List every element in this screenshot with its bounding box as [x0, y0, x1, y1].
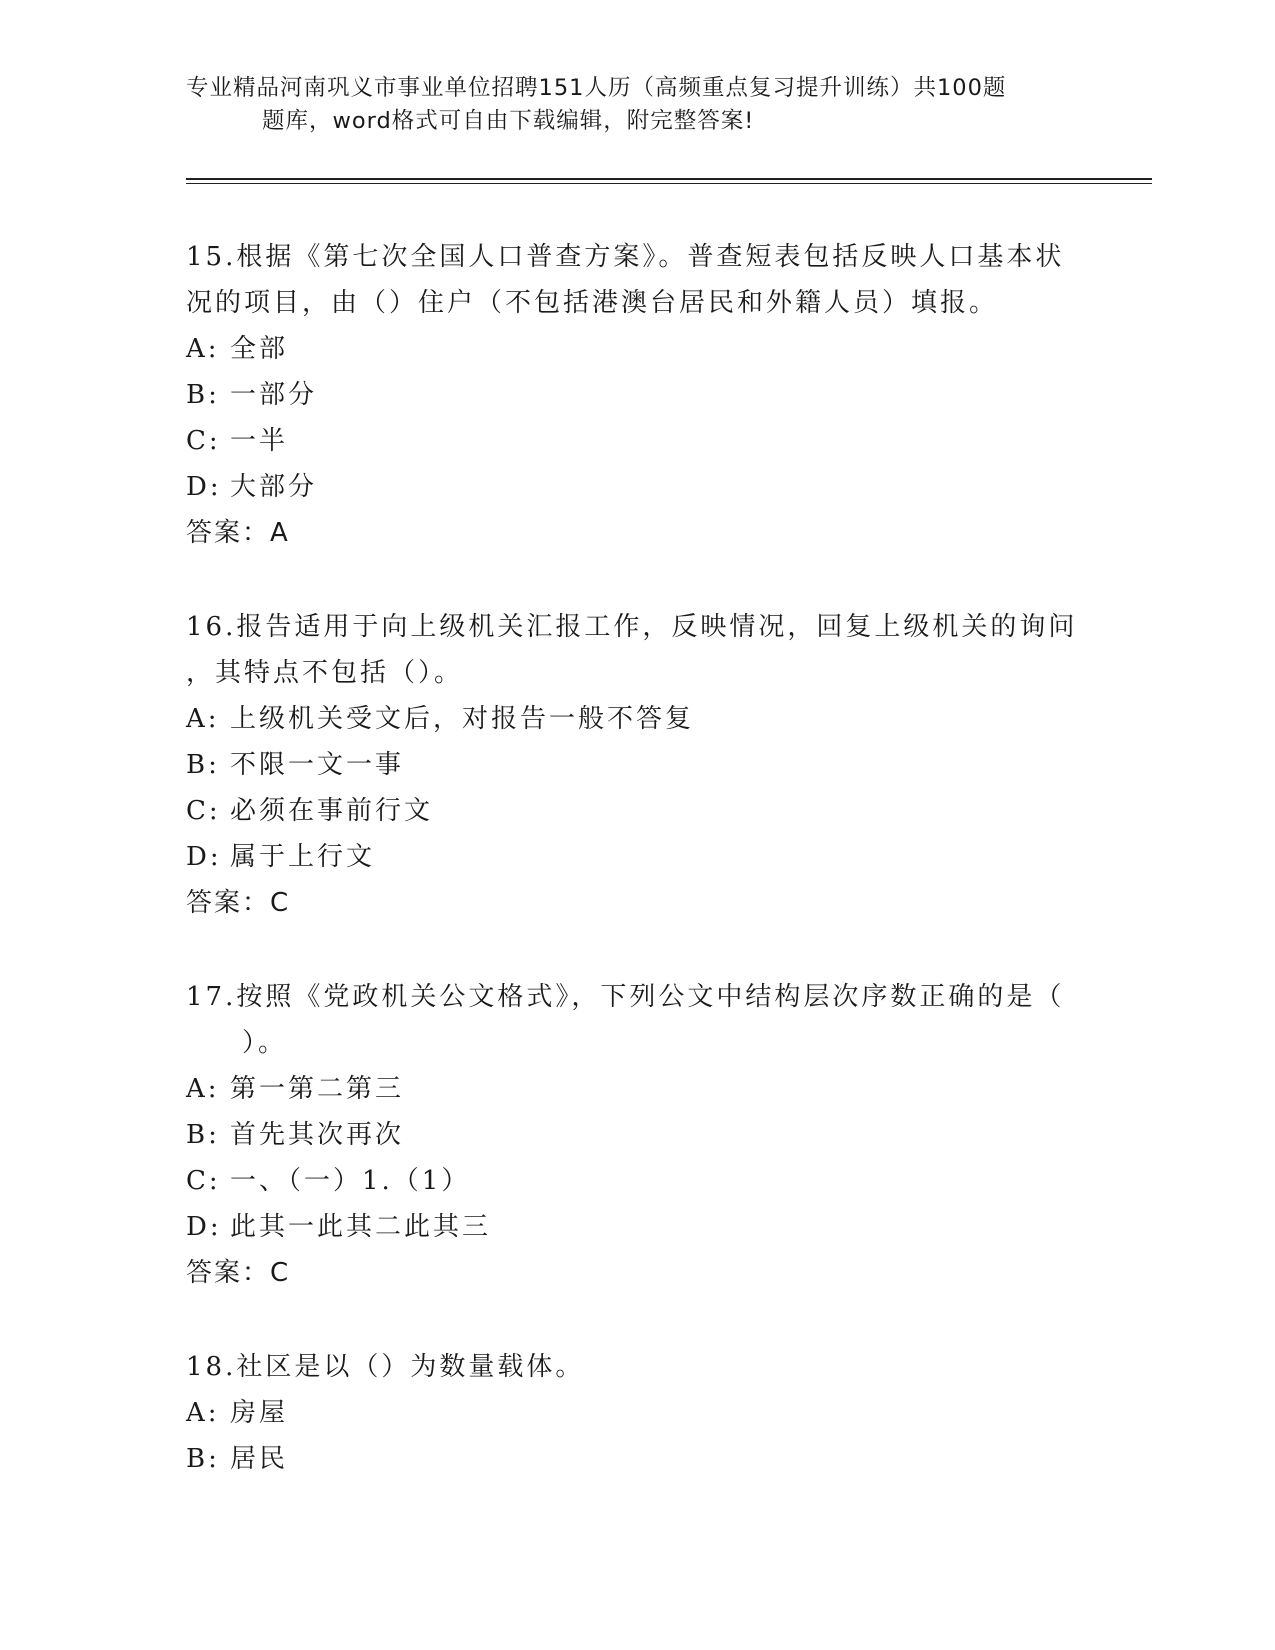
- question-text: ）。: [242, 1028, 288, 1058]
- option-d: [186, 1204, 1086, 1250]
- option-key: A:: [186, 704, 220, 734]
- option-key: A:: [186, 1074, 220, 1104]
- option-text: 全部: [230, 334, 289, 364]
- option-b: [186, 742, 1086, 788]
- option-d: [186, 464, 1086, 510]
- option-key: B:: [186, 750, 220, 780]
- option-c: [186, 788, 1086, 834]
- option-text: 属于上行文: [230, 842, 376, 872]
- option-b: [186, 1436, 1086, 1482]
- option-b: [186, 1112, 1086, 1158]
- option-key: B:: [186, 380, 220, 410]
- option-key: A:: [186, 1398, 220, 1428]
- option-text: 此其一此其二此其三: [230, 1212, 492, 1242]
- option-text: 不限一文一事: [230, 750, 405, 780]
- option-text: 上级机关受文后，对报告一般不答复: [230, 704, 695, 734]
- question-text: 况的项目，由（）住户（不包括港澳台居民和外籍人员）填报。: [186, 288, 999, 318]
- document-header: [186, 72, 1066, 138]
- header-divider-thin: [186, 183, 1152, 184]
- option-text: 第一第二第三: [230, 1074, 405, 1104]
- option-key: D:: [186, 472, 222, 502]
- option-a: [186, 326, 1086, 372]
- question-15: [186, 234, 1086, 556]
- option-key: D:: [186, 842, 222, 872]
- option-text: 一半: [230, 426, 289, 456]
- option-b: [186, 372, 1086, 418]
- question-18: [186, 1344, 1086, 1482]
- option-text: 一部分: [230, 380, 318, 410]
- question-text: 17.按照《党政机关公文格式》，下列公文中结构层次序数正确的是（: [186, 982, 1065, 1012]
- option-key: C:: [186, 796, 221, 826]
- option-key: A:: [186, 334, 220, 364]
- option-a: [186, 1390, 1086, 1436]
- option-key: D:: [186, 1212, 222, 1242]
- header-divider-thick: [186, 178, 1152, 180]
- question-17: [186, 974, 1086, 1296]
- option-text: 一、（一）1.（1）: [230, 1166, 471, 1196]
- option-key: B:: [186, 1444, 220, 1474]
- option-key: C:: [186, 426, 221, 456]
- option-c: [186, 1158, 1086, 1204]
- question-text: 15.根据《第七次全国人口普查方案》。普查短表包括反映人口基本状: [186, 242, 1065, 272]
- answer-line: 答案：C: [186, 1258, 291, 1288]
- header-title-line-1: 专业精品河南巩义市事业单位招聘151人历（高频重点复习提升训练）共100题: [186, 75, 1007, 101]
- option-a: [186, 696, 1086, 742]
- answer-line: 答案：A: [186, 518, 290, 548]
- question-16: [186, 604, 1086, 926]
- option-c: [186, 418, 1086, 464]
- question-text: 18.社区是以（）为数量载体。: [186, 1352, 585, 1382]
- answer-line: 答案：C: [186, 888, 291, 918]
- option-a: [186, 1066, 1086, 1112]
- header-title-line-2: 题库，word格式可自由下载编辑，附完整答案!: [262, 108, 755, 134]
- option-d: [186, 834, 1086, 880]
- question-list: [186, 234, 1086, 1530]
- option-key: B:: [186, 1120, 220, 1150]
- option-text: 必须在事前行文: [230, 796, 434, 826]
- question-text: ，其特点不包括（）。: [186, 658, 464, 688]
- option-text: 居民: [230, 1444, 289, 1474]
- option-text: 大部分: [230, 472, 318, 502]
- option-text: 房屋: [230, 1398, 289, 1428]
- option-text: 首先其次再次: [230, 1120, 405, 1150]
- question-text: 16.报告适用于向上级机关汇报工作，反映情况，回复上级机关的询问: [186, 612, 1078, 642]
- option-key: C:: [186, 1166, 221, 1196]
